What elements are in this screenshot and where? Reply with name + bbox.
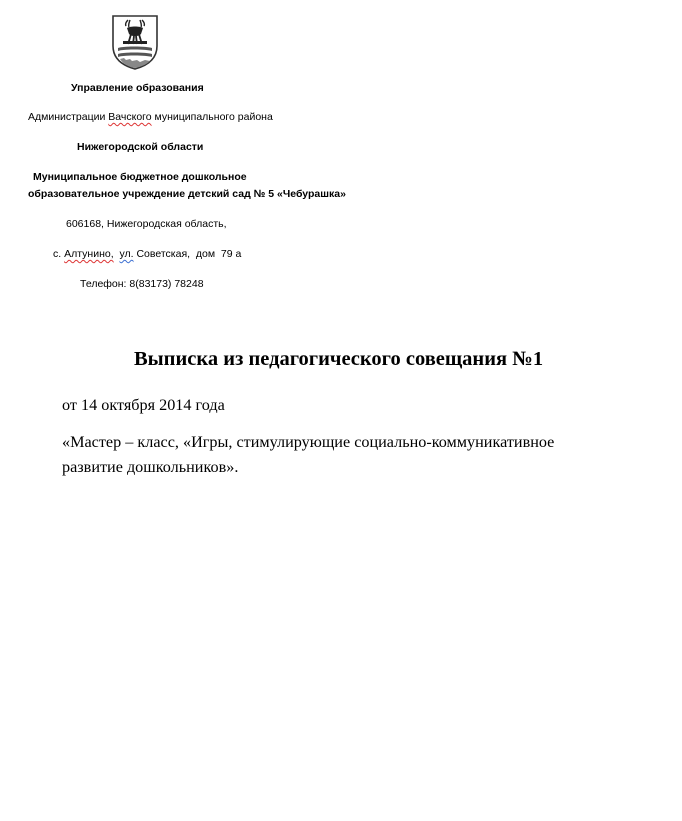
department-name: Управление образования — [71, 82, 204, 94]
address-village-prefix: с. — [53, 248, 65, 260]
phone-line: Телефон: 8(83173) 78248 — [80, 278, 204, 290]
institution-line-1: Муниципальное бюджетное дошкольное — [33, 171, 247, 183]
document-topic-line-1: «Мастер – класс, «Игры, стимулирующие социально-коммуникативное — [62, 433, 555, 451]
address-line-1: 606168, Нижегородская область, — [66, 218, 227, 230]
administration-district-word: Вачского — [108, 111, 152, 123]
region-name: Нижегородской области — [77, 141, 204, 153]
document-topic-line-2: развитие дошкольников». — [62, 458, 239, 476]
address-line-2 — [53, 248, 241, 261]
document-date: от 14 октября 2014 года — [62, 396, 225, 414]
address-street-suffix: Советская, дом 79 а — [133, 248, 242, 260]
address-village-name: Алтунино, — [64, 248, 114, 260]
coat-of-arms-icon — [110, 14, 160, 70]
administration-suffix: муниципального района — [151, 111, 273, 123]
document-title-text: Выписка из педагогического совещания №1 — [134, 348, 544, 370]
address-street-abbr: ул. — [119, 248, 134, 260]
administration-line — [28, 111, 273, 124]
institution-line-2: образовательное учреждение детский сад № 5 «Чебурашка» — [28, 188, 346, 200]
administration-prefix: Администрации — [28, 111, 109, 123]
